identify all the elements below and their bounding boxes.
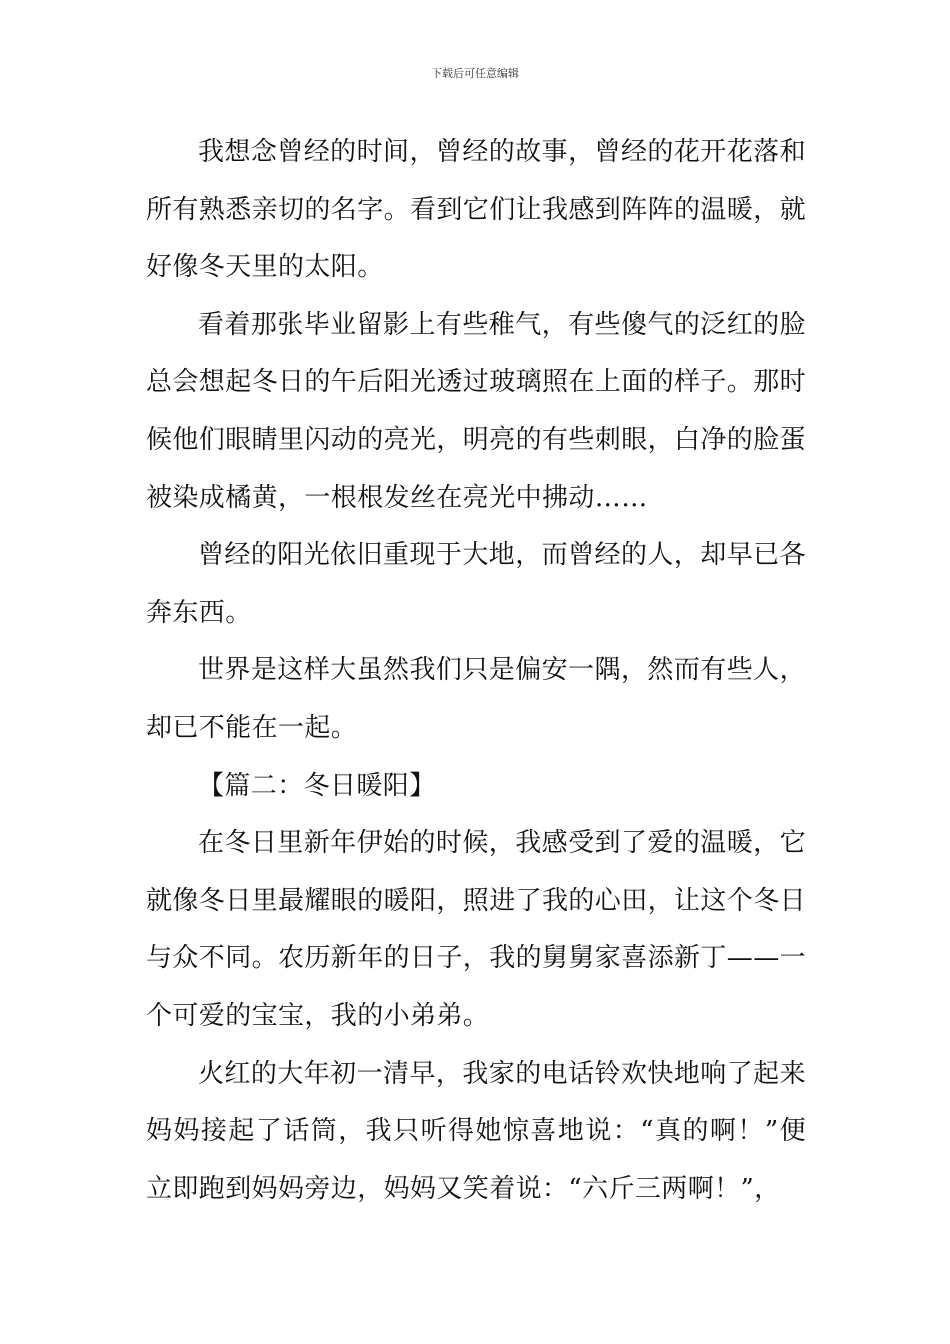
paragraph-3: 曾经的阳光依旧重现于大地，而曾经的人，却早已各奔东西。 xyxy=(146,540,806,628)
paragraph-6: 火红的大年初一清早，我家的电话铃欢快地响了起来妈妈接起了话筒，我只听得她惊喜地说：“真的啊！”便立即跑到妈妈旁边，妈妈又笑着说：“六斤三两啊！”， xyxy=(146,1058,806,1204)
paragraph-1: 我想念曾经的时间，曾经的故事，曾经的花开花落和所有熟悉亲切的名字。看到它们让我感到阵阵的温暖，就好像冬天里的太阳。 xyxy=(146,137,807,283)
document-body xyxy=(146,124,806,1218)
paragraph-4: 世界是这样大虽然我们只是偏安一隅，然而有些人，却已不能在一起。 xyxy=(146,655,806,743)
section-heading: 【篇二：冬日暖阳】 xyxy=(198,770,436,801)
paragraph-5: 在冬日里新年伊始的时候，我感受到了爱的温暖，它就像冬日里最耀眼的暖阳，照进了我的心田，让这个冬日与众不同。农历新年的日子，我的舅舅家喜添新丁——一个可爱的宝宝，我的小弟弟。 xyxy=(146,828,807,1031)
page-header: 下载后可任意编辑 xyxy=(431,67,519,80)
paragraph-2: 看着那张毕业留影上有些稚气，有些傻气的泛红的脸总会想起冬日的午后阳光透过玻璃照在上面的样子。那时候他们眼睛里闪动的亮光，明亮的有些刺眼，白净的脸蛋被染成橘黄，一根根发丝在亮光中拂动…… xyxy=(146,309,807,513)
